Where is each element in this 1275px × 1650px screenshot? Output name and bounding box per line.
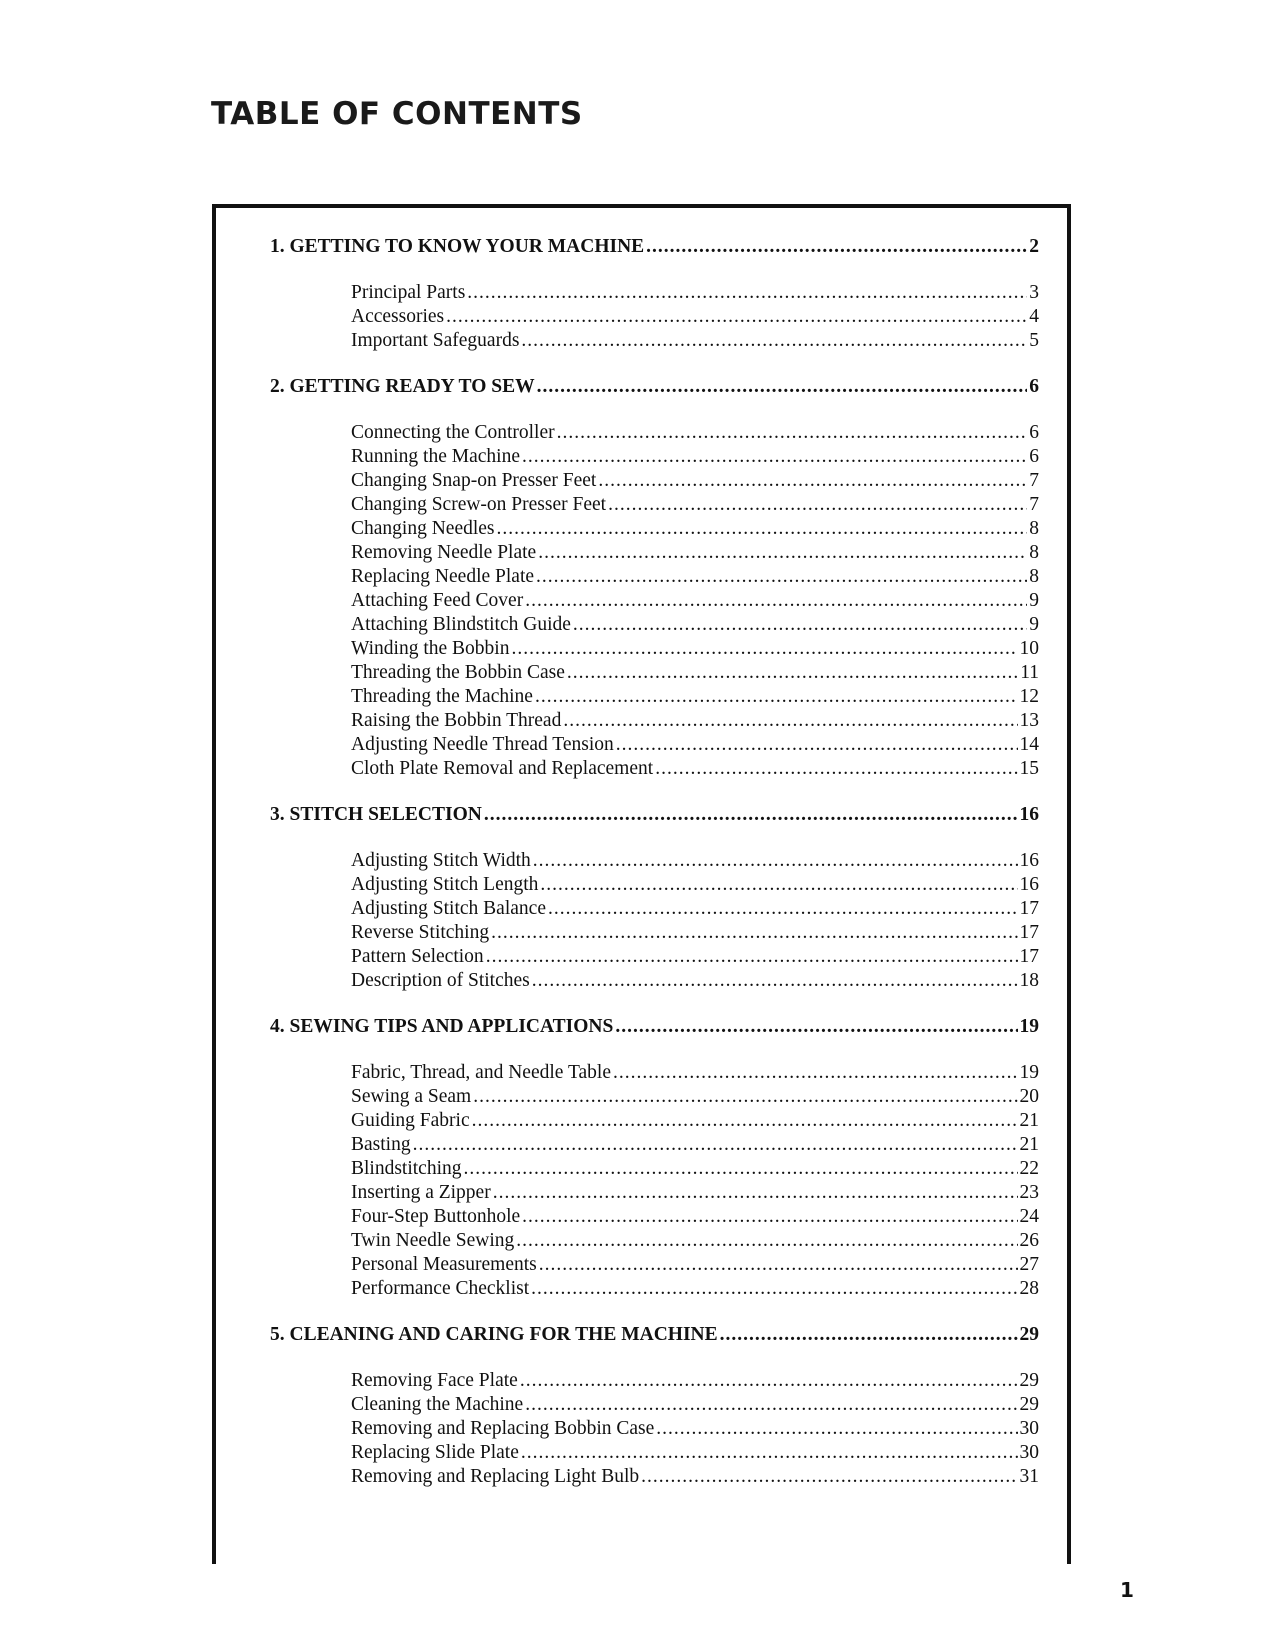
toc-entry bbox=[351, 1086, 1039, 1110]
entry-page-number: 17 bbox=[1019, 946, 1039, 967]
dot-leader bbox=[540, 874, 1017, 896]
entry-label: Blindstitching bbox=[351, 1158, 462, 1179]
section-heading bbox=[270, 1016, 1075, 1046]
entry-page-number: 9 bbox=[1029, 614, 1039, 635]
dot-leader bbox=[573, 614, 1027, 636]
dot-leader bbox=[484, 804, 1018, 826]
section-page-number: 16 bbox=[1019, 804, 1039, 825]
toc-entry bbox=[351, 1062, 1039, 1086]
entry-page-number: 10 bbox=[1019, 638, 1039, 659]
entry-label: Adjusting Stitch Width bbox=[351, 850, 531, 871]
table-of-contents bbox=[270, 236, 1075, 1512]
entry-page-number: 9 bbox=[1029, 590, 1039, 611]
entry-label: Inserting a Zipper bbox=[351, 1182, 491, 1203]
entry-label: Raising the Bobbin Thread bbox=[351, 710, 562, 731]
entry-page-number: 3 bbox=[1029, 282, 1039, 303]
dot-leader bbox=[525, 590, 1027, 612]
section-page-number: 19 bbox=[1019, 1016, 1039, 1037]
entry-label: Replacing Slide Plate bbox=[351, 1442, 519, 1463]
entry-label: Removing Face Plate bbox=[351, 1370, 518, 1391]
entry-label: Personal Measurements bbox=[351, 1254, 537, 1275]
toc-entry bbox=[351, 850, 1039, 874]
section-heading-label: 1. GETTING TO KNOW YOUR MACHINE bbox=[270, 236, 645, 257]
entry-page-number: 21 bbox=[1019, 1134, 1039, 1155]
entry-page-number: 7 bbox=[1029, 494, 1039, 515]
entry-label: Twin Needle Sewing bbox=[351, 1230, 515, 1251]
entry-page-number: 8 bbox=[1029, 542, 1039, 563]
dot-leader bbox=[535, 686, 1018, 708]
entry-label: Adjusting Needle Thread Tension bbox=[351, 734, 614, 755]
entry-list bbox=[351, 422, 1075, 782]
section-heading bbox=[270, 1324, 1075, 1354]
dot-leader bbox=[720, 1324, 1018, 1346]
entry-label: Reverse Stitching bbox=[351, 922, 490, 943]
toc-entry bbox=[351, 898, 1039, 922]
toc-entry bbox=[351, 614, 1039, 638]
entry-list bbox=[351, 282, 1075, 354]
dot-leader bbox=[615, 1016, 1017, 1038]
dot-leader bbox=[491, 922, 1017, 944]
entry-label: Fabric, Thread, and Needle Table bbox=[351, 1062, 611, 1083]
entry-page-number: 17 bbox=[1019, 922, 1039, 943]
entry-page-number: 22 bbox=[1019, 1158, 1039, 1179]
toc-entry bbox=[351, 874, 1039, 898]
entry-label: Running the Machine bbox=[351, 446, 520, 467]
entry-page-number: 15 bbox=[1019, 758, 1039, 779]
section-heading-label: 3. STITCH SELECTION bbox=[270, 804, 482, 825]
entry-page-number: 6 bbox=[1029, 422, 1039, 443]
dot-leader bbox=[641, 1466, 1017, 1488]
dot-leader bbox=[521, 330, 1027, 352]
entry-label: Removing and Replacing Light Bulb bbox=[351, 1466, 640, 1487]
entry-label: Connecting the Controller bbox=[351, 422, 555, 443]
toc-entry bbox=[351, 710, 1039, 734]
entry-page-number: 28 bbox=[1019, 1278, 1039, 1299]
entry-label: Removing Needle Plate bbox=[351, 542, 537, 563]
entry-label: Removing and Replacing Bobbin Case bbox=[351, 1418, 655, 1439]
section-page-number: 2 bbox=[1029, 236, 1039, 257]
dot-leader bbox=[567, 662, 1018, 684]
entry-page-number: 30 bbox=[1019, 1418, 1039, 1439]
toc-entry bbox=[351, 946, 1039, 970]
dot-leader bbox=[539, 1254, 1018, 1276]
dot-leader bbox=[537, 376, 1028, 398]
toc-entry bbox=[351, 662, 1039, 686]
entry-page-number: 19 bbox=[1019, 1062, 1039, 1083]
dot-leader bbox=[413, 1134, 1018, 1156]
dot-leader bbox=[557, 422, 1028, 444]
toc-section bbox=[270, 236, 1075, 354]
toc-entry bbox=[351, 518, 1039, 542]
toc-entry bbox=[351, 1442, 1039, 1466]
dot-leader bbox=[521, 1442, 1018, 1464]
entry-page-number: 18 bbox=[1019, 970, 1039, 991]
entry-label: Pattern Selection bbox=[351, 946, 484, 967]
dot-leader bbox=[525, 1394, 1017, 1416]
entry-page-number: 16 bbox=[1019, 850, 1039, 871]
toc-entry bbox=[351, 922, 1039, 946]
section-heading bbox=[270, 236, 1075, 266]
entry-list bbox=[351, 1370, 1075, 1490]
entry-label: Basting bbox=[351, 1134, 411, 1155]
entry-label: Replacing Needle Plate bbox=[351, 566, 535, 587]
entry-page-number: 23 bbox=[1019, 1182, 1039, 1203]
entry-label: Cleaning the Machine bbox=[351, 1394, 524, 1415]
entry-label: Threading the Machine bbox=[351, 686, 533, 707]
entry-page-number: 20 bbox=[1019, 1086, 1039, 1107]
dot-leader bbox=[467, 282, 1027, 304]
dot-leader bbox=[446, 306, 1027, 328]
entry-page-number: 11 bbox=[1020, 662, 1039, 683]
entry-label: Sewing a Seam bbox=[351, 1086, 472, 1107]
entry-label: Adjusting Stitch Length bbox=[351, 874, 539, 895]
toc-entry bbox=[351, 734, 1039, 758]
section-heading-label: 5. CLEANING AND CARING FOR THE MACHINE bbox=[270, 1324, 718, 1345]
toc-entry bbox=[351, 1370, 1039, 1394]
entry-label: Guiding Fabric bbox=[351, 1110, 470, 1131]
toc-entry bbox=[351, 282, 1039, 306]
toc-entry bbox=[351, 1182, 1039, 1206]
section-heading-label: 2. GETTING READY TO SEW bbox=[270, 376, 535, 397]
entry-page-number: 7 bbox=[1029, 470, 1039, 491]
dot-leader bbox=[538, 542, 1027, 564]
toc-entry bbox=[351, 566, 1039, 590]
dot-leader bbox=[613, 1062, 1018, 1084]
toc-entry bbox=[351, 306, 1039, 330]
dot-leader bbox=[464, 1158, 1018, 1180]
toc-entry bbox=[351, 1230, 1039, 1254]
toc-entry bbox=[351, 422, 1039, 446]
dot-leader bbox=[533, 850, 1018, 872]
entry-label: Attaching Blindstitch Guide bbox=[351, 614, 571, 635]
dot-leader bbox=[497, 518, 1028, 540]
toc-entry bbox=[351, 1466, 1039, 1490]
toc-entry bbox=[351, 1418, 1039, 1442]
entry-label: Four-Step Buttonhole bbox=[351, 1206, 521, 1227]
dot-leader bbox=[563, 710, 1017, 732]
toc-entry bbox=[351, 686, 1039, 710]
dot-leader bbox=[531, 1278, 1017, 1300]
dot-leader bbox=[520, 1370, 1018, 1392]
entry-label: Changing Needles bbox=[351, 518, 495, 539]
entry-page-number: 14 bbox=[1019, 734, 1039, 755]
entry-label: Adjusting Stitch Balance bbox=[351, 898, 546, 919]
dot-leader bbox=[616, 734, 1018, 756]
entry-page-number: 12 bbox=[1019, 686, 1039, 707]
toc-section bbox=[270, 804, 1075, 994]
entry-page-number: 31 bbox=[1019, 1466, 1039, 1487]
dot-leader bbox=[511, 638, 1017, 660]
entry-label: Important Safeguards bbox=[351, 330, 520, 351]
entry-page-number: 13 bbox=[1019, 710, 1039, 731]
toc-entry bbox=[351, 542, 1039, 566]
entry-page-number: 26 bbox=[1019, 1230, 1039, 1251]
toc-section bbox=[270, 376, 1075, 782]
entry-label: Winding the Bobbin bbox=[351, 638, 510, 659]
entry-label: Principal Parts bbox=[351, 282, 466, 303]
toc-entry bbox=[351, 1206, 1039, 1230]
toc-entry bbox=[351, 446, 1039, 470]
toc-entry bbox=[351, 330, 1039, 354]
toc-entry bbox=[351, 1278, 1039, 1302]
entry-page-number: 5 bbox=[1029, 330, 1039, 351]
entry-page-number: 21 bbox=[1019, 1110, 1039, 1131]
toc-entry bbox=[351, 470, 1039, 494]
section-heading bbox=[270, 376, 1075, 406]
dot-leader bbox=[522, 1206, 1017, 1228]
toc-entry bbox=[351, 1254, 1039, 1278]
dot-leader bbox=[548, 898, 1018, 920]
entry-page-number: 30 bbox=[1019, 1442, 1039, 1463]
entry-page-number: 29 bbox=[1019, 1370, 1039, 1391]
section-heading-label: 4. SEWING TIPS AND APPLICATIONS bbox=[270, 1016, 614, 1037]
entry-page-number: 16 bbox=[1019, 874, 1039, 895]
entry-page-number: 6 bbox=[1029, 446, 1039, 467]
entry-page-number: 4 bbox=[1029, 306, 1039, 327]
toc-entry bbox=[351, 494, 1039, 518]
dot-leader bbox=[522, 446, 1027, 468]
entry-list bbox=[351, 1062, 1075, 1302]
section-page-number: 6 bbox=[1029, 376, 1039, 397]
toc-entry bbox=[351, 1134, 1039, 1158]
entry-label: Cloth Plate Removal and Replacement bbox=[351, 758, 654, 779]
entry-label: Accessories bbox=[351, 306, 445, 327]
section-page-number: 29 bbox=[1019, 1324, 1039, 1345]
page-title: TABLE OF CONTENTS bbox=[211, 96, 583, 132]
dot-leader bbox=[516, 1230, 1017, 1252]
entry-page-number: 8 bbox=[1029, 518, 1039, 539]
toc-section bbox=[270, 1324, 1075, 1490]
dot-leader bbox=[473, 1086, 1017, 1108]
entry-label: Threading the Bobbin Case bbox=[351, 662, 565, 683]
entry-page-number: 8 bbox=[1029, 566, 1039, 587]
toc-section bbox=[270, 1016, 1075, 1302]
dot-leader bbox=[536, 566, 1027, 588]
dot-leader bbox=[532, 970, 1018, 992]
section-heading bbox=[270, 804, 1075, 834]
dot-leader bbox=[608, 494, 1027, 516]
toc-entry bbox=[351, 970, 1039, 994]
dot-leader bbox=[656, 1418, 1017, 1440]
page-number: 1 bbox=[1120, 1578, 1134, 1602]
entry-label: Changing Screw-on Presser Feet bbox=[351, 494, 607, 515]
dot-leader bbox=[646, 236, 1027, 258]
entry-page-number: 24 bbox=[1019, 1206, 1039, 1227]
dot-leader bbox=[472, 1110, 1018, 1132]
toc-entry bbox=[351, 1110, 1039, 1134]
dot-leader bbox=[486, 946, 1018, 968]
entry-list bbox=[351, 850, 1075, 994]
entry-page-number: 27 bbox=[1019, 1254, 1039, 1275]
entry-label: Changing Snap-on Presser Feet bbox=[351, 470, 597, 491]
entry-page-number: 29 bbox=[1019, 1394, 1039, 1415]
entry-label: Description of Stitches bbox=[351, 970, 530, 991]
toc-entry bbox=[351, 758, 1039, 782]
toc-entry bbox=[351, 638, 1039, 662]
entry-label: Attaching Feed Cover bbox=[351, 590, 524, 611]
toc-entry bbox=[351, 1394, 1039, 1418]
toc-entry bbox=[351, 590, 1039, 614]
entry-page-number: 17 bbox=[1019, 898, 1039, 919]
entry-label: Performance Checklist bbox=[351, 1278, 530, 1299]
dot-leader bbox=[598, 470, 1027, 492]
toc-entry bbox=[351, 1158, 1039, 1182]
dot-leader bbox=[655, 758, 1017, 780]
dot-leader bbox=[493, 1182, 1018, 1204]
